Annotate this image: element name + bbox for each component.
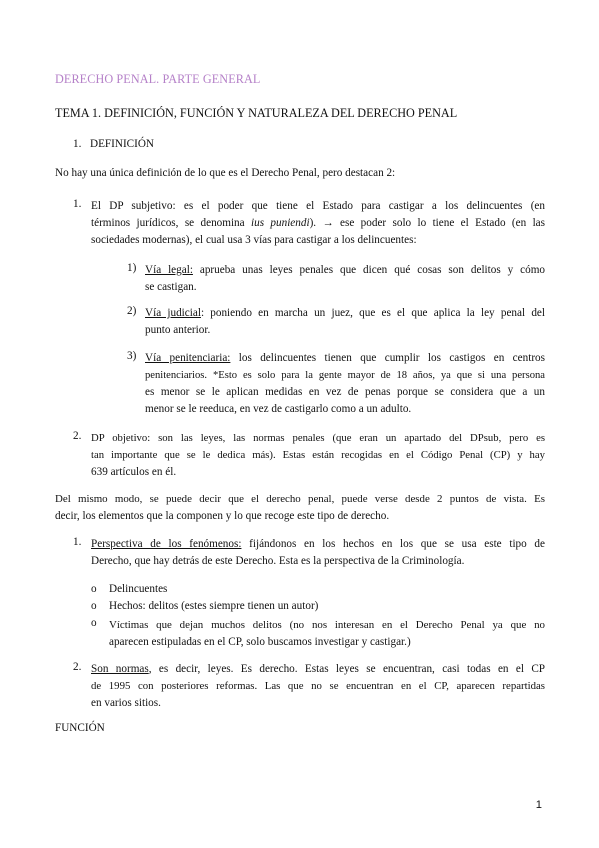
point1-line2: Derecho, que hay detrás de este Derecho. Esta es la perspectiva de la Criminología. [91,555,465,567]
via3-title: Vía penitenciaria: [145,352,231,364]
section-heading-funcion: FUNCIÓN [55,722,105,734]
section-label: DEFINICIÓN [90,138,155,150]
via1-number: 1) [127,262,137,274]
via3-line2: penitenciarios. *Esto es solo para la gente mayor de 18 años, ya que si una persona [145,370,545,381]
paragraph2-line1: Del mismo modo, se puede decir que el derecho penal, puede verse desde 2 puntos de vista. Es [55,493,545,505]
section-heading-definicion [73,138,154,150]
point1-number: 1. [73,536,82,548]
via2-title: Vía judicial [145,307,201,319]
course-title: DERECHO PENAL. PARTE GENERAL [55,72,261,86]
point1-paragraph [91,536,545,570]
point2-number: 2. [73,661,82,673]
bullet-item-victimas [109,617,545,651]
via1-line2: se castigan. [145,281,197,293]
point2-line2: de 1995 con posteriores reformas. Las que no se encuentran en el CP, aparecen repartidas [91,680,545,692]
item2-line3: 639 artículos en él. [91,466,177,478]
via2-paragraph [145,305,545,339]
topic-title: TEMA 1. DEFINICIÓN, FUNCIÓN Y NATURALEZA DEL DERECHO PENAL [55,106,458,120]
item1-line2: términos jurídicos, se denomina ius puniendi). → ese poder solo lo tiene el Estado (en las [91,217,545,229]
item1-paragraph [91,198,545,249]
point2-paragraph [91,661,545,712]
bullet3-line1: Víctimas que dejan muchos delitos (no nos interesan en el Derecho Penal ya que no [109,619,545,631]
via3-number: 3) [127,350,137,362]
bullet-item-delincuentes: Delincuentes [109,583,168,595]
item2-number: 2. [73,430,82,442]
via3-line4: menor se le reeduca, en vez de castigarlo como a un adulto. [145,403,412,415]
point2-title: Son normas [91,663,149,675]
item1-line3: sociedades modernas), el cual usa 3 vías para castigar a los delincuentes: [91,234,417,246]
point2-line3: en varios sitios. [91,697,161,709]
bullet3-line2: aparecen estipuladas en el CP, solo buscamos investigar y castigar.) [109,636,411,648]
paragraph-puntos-de-vista [55,491,545,525]
via1-line1: Vía legal: aprueba unas leyes penales que dicen qué cosas son delitos y cómo [145,264,546,276]
ius-puniendi-term: ius puniendi [251,217,310,229]
point1-title: Perspectiva de los fenómenos: [91,538,242,550]
item2-line1: DP objetivo: son las leyes, las normas penales (que eran un apartado del DPsub, pero es [91,432,545,444]
via3-line3: es menor se le aplican medidas en vez de penas porque se considera que a un [145,386,545,398]
via1-title: Vía legal: [145,264,193,276]
paragraph2-line2: decir, los elementos que la componen y lo que recoge este tipo de derecho. [55,510,390,522]
via2-number: 2) [127,305,137,317]
bullet-marker: o [91,583,97,595]
via2-line1: Vía judicial: poniendo en marcha un juez, que es el que aplica la ley penal del [145,307,545,319]
via3-paragraph [145,350,545,418]
intro-paragraph: No hay una única definición de lo que es el Derecho Penal, pero destacan 2: [55,167,396,179]
section-number: 1. [73,138,82,150]
via3-line1: Vía penitenciaria: los delincuentes tienen que cumplir los castigos en centros [145,352,545,364]
item1-line1: El DP subjetivo: es el poder que tiene el Estado para castigar a los delincuentes (en [91,200,545,212]
page-number: 1 [535,799,542,811]
point2-line1: Son normas, es decir, leyes. Es derecho. Estas leyes se encuentran, casi todas en el CP [91,663,546,675]
via1-paragraph [145,262,545,296]
item2-line2: tan importante que se le dedica más). Estas están recogidas en el Código Penal (CP) y hay [91,449,545,461]
bullet-marker: o [91,600,97,612]
via2-line2: punto anterior. [145,324,211,336]
bullet-item-hechos: Hechos: delitos (estes siempre tienen un autor) [109,600,319,612]
bullet-marker: o [91,617,97,629]
item1-number: 1. [73,198,82,210]
point1-line1: Perspectiva de los fenómenos: fijándonos en los hechos en los que se usa este tipo de [91,538,545,550]
item2-paragraph [91,430,545,481]
